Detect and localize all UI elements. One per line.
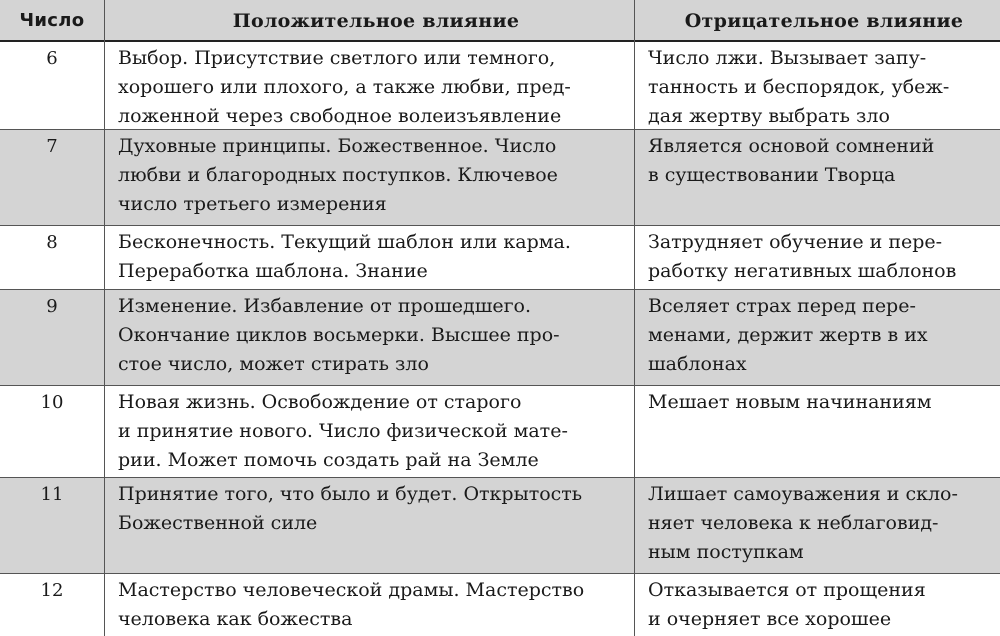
table-row — [0, 42, 1000, 130]
header-number: Число — [19, 10, 85, 31]
row-positive: Изменение. Избавление от прошедшего. Окончание циклов восьмерки. Высшее про- стое число, может стирать зло — [118, 295, 560, 375]
row-number: 6 — [46, 48, 58, 69]
column-divider — [104, 0, 105, 636]
row-number: 8 — [46, 232, 58, 253]
table-row — [0, 478, 1000, 574]
row-negative: Отказывается от прощения и очерняет все хорошее — [648, 579, 926, 630]
row-negative: Лишает самоуважения и скло- няет человека к неблаговид- ным поступкам — [648, 483, 958, 563]
row-number: 7 — [46, 136, 58, 157]
row-negative: Мешает новым начинаниям — [648, 391, 932, 413]
row-number: 9 — [46, 296, 58, 317]
row-positive: Мастерство человеческой драмы. Мастерство человека как божества — [118, 579, 585, 630]
table-row — [0, 130, 1000, 226]
header-negative: Отрицательное влияние — [684, 10, 964, 32]
row-positive: Бесконечность. Текущий шаблон или карма. Переработка шаблона. Знание — [118, 231, 571, 282]
table-row — [0, 386, 1000, 478]
row-negative: Затрудняет обучение и пере- работку негативных шаблонов — [648, 231, 957, 282]
table-row — [0, 226, 1000, 290]
row-positive: Духовные принципы. Божественное. Число любви и благородных поступков. Ключевое число третьего измерения — [118, 135, 558, 215]
header-positive: Положительное влияние — [232, 10, 520, 32]
column-divider — [634, 0, 635, 636]
row-negative: Является основой сомнений в существовании Творца — [648, 135, 935, 186]
row-number: 11 — [40, 484, 64, 505]
row-number: 10 — [40, 392, 64, 413]
row-negative: Число лжи. Вызывает запу- танность и беспорядок, убеж- дая жертву выбрать зло — [648, 47, 950, 127]
row-number: 12 — [40, 580, 64, 601]
row-positive: Выбор. Присутствие светлого или темного, хорошего или плохого, а также любви, пред- ложенной через свободное волеизъявление — [118, 47, 571, 127]
table-row — [0, 290, 1000, 386]
row-positive: Новая жизнь. Освобождение от старого и принятие нового. Число физической мате- рии. Может помочь создать рай на Земле — [118, 391, 568, 471]
row-positive: Принятие того, что было и будет. Открытость Божественной силе — [118, 483, 583, 534]
row-negative: Вселяет страх перед пере- менами, держит жертв в их шаблонах — [648, 295, 928, 375]
table-row — [0, 574, 1000, 636]
table-header — [0, 0, 1000, 42]
